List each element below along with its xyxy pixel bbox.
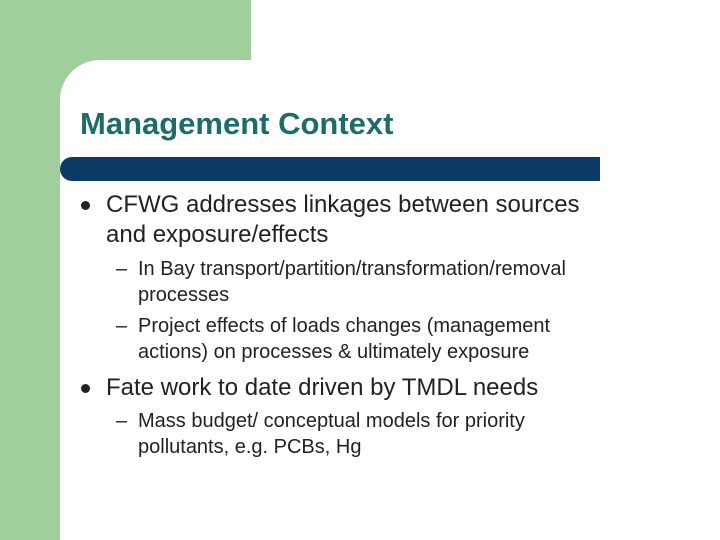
sub-bullet-2-1-line-2: pollutants, e.g. PCBs, Hg — [138, 436, 362, 458]
sub-bullet-1-1-line-2: processes — [138, 284, 230, 306]
sub-bullet-dash: – — [116, 410, 128, 432]
bullet-1-line-1: CFWG addresses linkages between sources — [106, 191, 580, 218]
sub-bullet-dash: – — [116, 315, 128, 337]
bullet-dot-icon — [81, 201, 90, 210]
sub-bullet-1-2-line-1: Project effects of loads changes (management — [138, 315, 551, 337]
sub-bullet-1-1-line-1: In Bay transport/partition/transformation/removal — [138, 258, 566, 280]
bullet-2-line-1: Fate work to date driven by TMDL needs — [106, 374, 539, 401]
bullet-1-line-2: and exposure/effects — [106, 221, 329, 248]
sub-bullet-1-2-line-2: actions) on processes & ultimately exposure — [138, 341, 530, 363]
green-left-strip — [0, 0, 60, 540]
title-underline-bar — [60, 157, 600, 181]
sub-bullet-dash: – — [116, 258, 128, 280]
slide-title: Management Context — [80, 106, 394, 141]
sub-bullet-2-1-line-1: Mass budget/ conceptual models for priority — [138, 410, 525, 432]
bullet-dot-icon — [81, 384, 90, 393]
